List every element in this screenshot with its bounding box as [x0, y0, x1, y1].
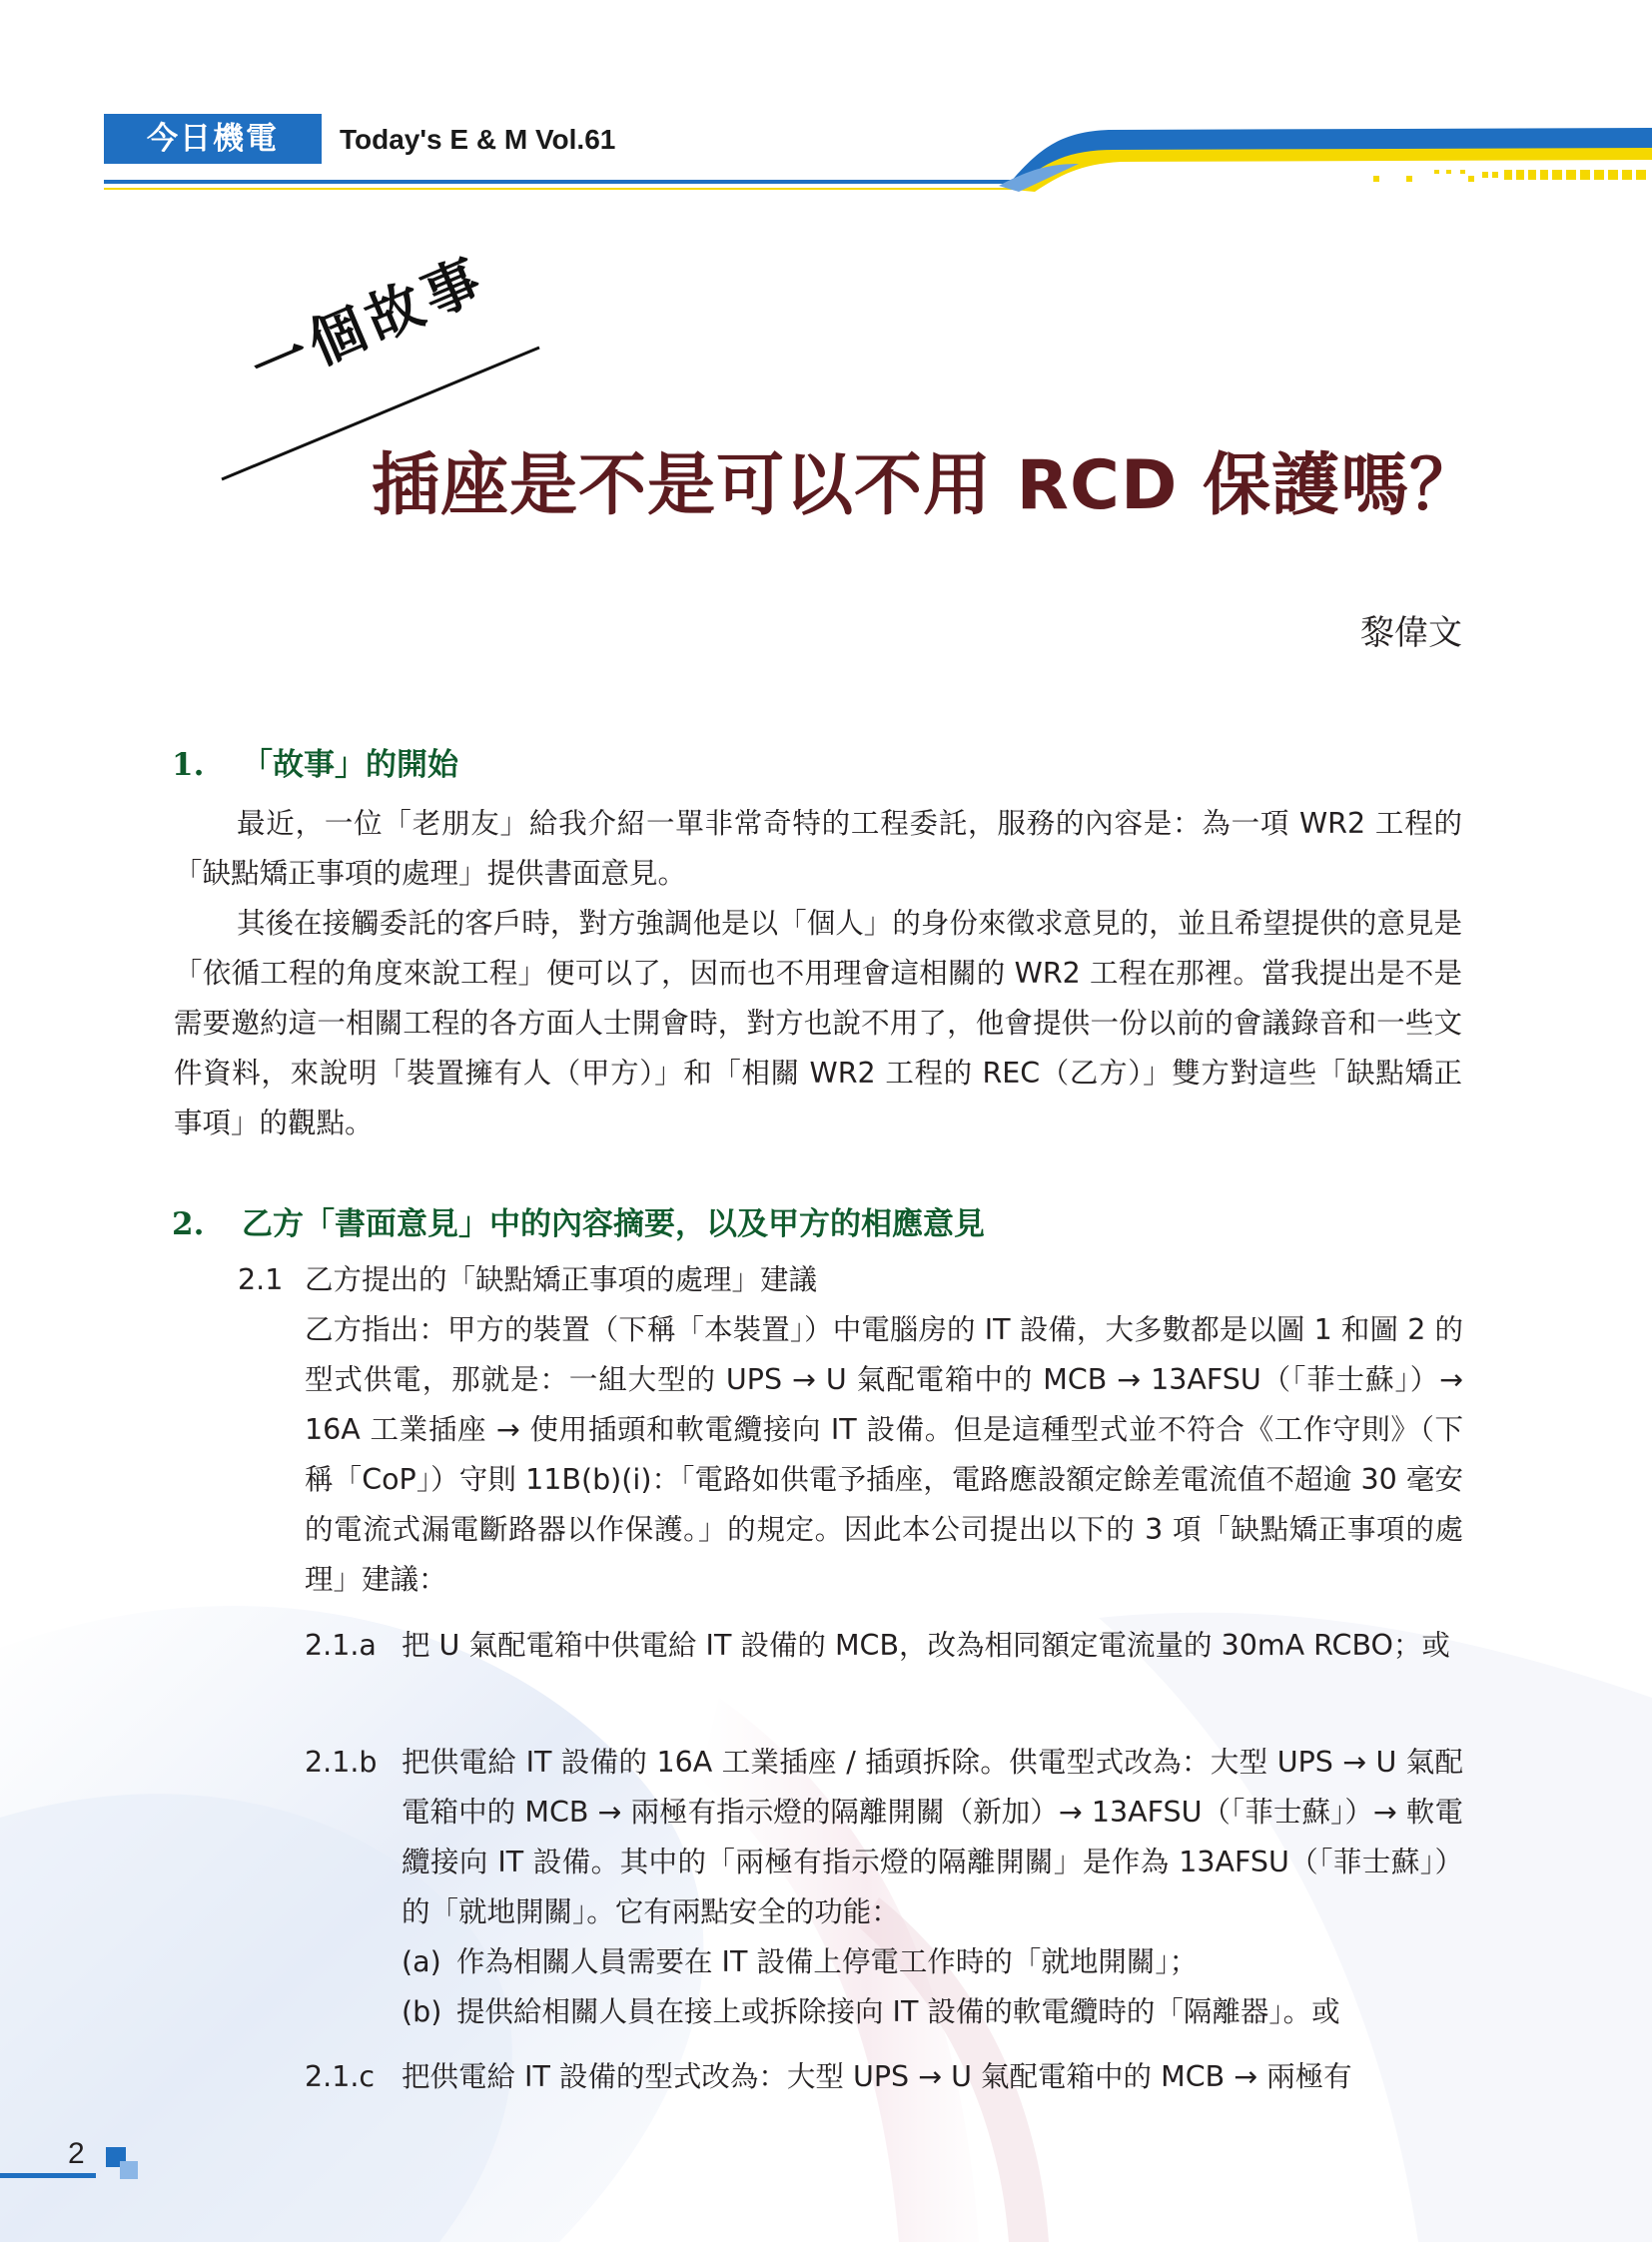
footer-square-light [120, 2161, 138, 2179]
section-2-number: 2. [172, 1206, 205, 1242]
section-1-paragraph-1: 最近，一位「老朋友」給我介紹一單非常奇特的工程委託，服務的內容是：為一項 WR2 工程的「缺點矯正事項的處理」提供書面意見。 [174, 807, 1462, 890]
section-1-number: 1. [172, 747, 205, 783]
item-2-1-b-text: 把供電給 IT 設備的 16A 工業插座 / 插頭拆除。供電型式改為：大型 UPS → U 氣配電箱中的 MCB → 兩極有指示燈的隔離開關（新加）→ 13AFSU（「菲士蘇」）→ 軟電纜接向 IT 設備。其中的「兩極有指示燈的隔離開關」是作為 13AFSU（「菲士蘇」）的「就地開關」。它有兩點安全的功能： [402, 1746, 1463, 1928]
section-2-title: 乙方「書面意見」中的內容摘要，以及甲方的相應意見 [242, 1206, 985, 1242]
page-number: 2 [68, 2137, 85, 2170]
subsection-2-1-title: 乙方提出的「缺點矯正事項的處理」建議 [305, 1263, 818, 1296]
subsection-2-1-paragraph: 乙方指出：甲方的裝置（下稱「本裝置」）中電腦房的 IT 設備，大多數都是以圖 1 和圖 2 的型式供電，那就是：一組大型的 UPS → U 氣配電箱中的 MCB → 13AFSU（「菲士蘇」）→ 16A 工業插座 → 使用插頭和軟電纜接向 IT 設備。但是這種型式並不符合《工作守則》（下稱「CoP」）守則 11B(b)(i)：「電路如供電予插座，電路應設額定餘差電流值不超逾 30 毫安的電流式漏電斷路器以作保護。」的規定。因此本公司提出以下的 3 項「缺點矯正事項的處理」建議： [305, 1313, 1463, 1596]
issue-label: Today's E & M Vol.61 [340, 124, 616, 155]
item-2-1-b-b-text: 提供給相關人員在接上或拆除接向 IT 設備的軟電纜時的「隔離器」。或 [456, 1995, 1340, 2028]
story-tag: 一個故事 [242, 245, 496, 402]
subsection-2-1-number: 2.1 [238, 1263, 284, 1296]
section-2-heading [172, 1198, 985, 1243]
item-2-1-b-number: 2.1.b [305, 1746, 378, 1779]
item-2-1-b-a-text: 作為相關人員需要在 IT 設備上停電工作時的「就地開關」； [456, 1945, 1199, 1978]
item-2-1-a-text: 把 U 氣配電箱中供電給 IT 設備的 MCB，改為相同額定電流量的 30mA RCBO；或 [402, 1629, 1450, 1662]
section-1-heading [172, 739, 458, 784]
item-2-1-a-number: 2.1.a [305, 1629, 377, 1662]
item-2-1-b-b-number: (b) [402, 1995, 442, 2028]
section-1-title: 「故事」的開始 [242, 747, 458, 783]
footer-rule [0, 2173, 96, 2178]
magazine-brand-label: 今日機電 [104, 114, 322, 164]
item-2-1-c-number: 2.1.c [305, 2060, 376, 2093]
author-name: 黎偉文 [1360, 613, 1462, 653]
item-2-1-b-a-number: (a) [402, 1945, 441, 1978]
item-2-1-c-text: 把供電給 IT 設備的型式改為：大型 UPS → U 氣配電箱中的 MCB → 兩極有 [402, 2060, 1352, 2093]
section-1-paragraph-2: 其後在接觸委託的客戶時，對方強調他是以「個人」的身份來徵求意見的，並且希望提供的意見是「依循工程的角度來說工程」便可以了，因而也不用理會這相關的 WR2 工程在那裡。當我提出是不是需要邀約這一相關工程的各方面人士開會時，對方也說不用了，他會提供一份以前的會議錄音和一些文件資料，來說明「裝置擁有人（甲方）」和「相關 WR2 工程的 REC（乙方）」雙方對這些「缺點矯正事項」的觀點。 [174, 907, 1462, 1139]
article-title: 插座是不是可以不用 RCD 保護嗎？ [372, 446, 1479, 525]
